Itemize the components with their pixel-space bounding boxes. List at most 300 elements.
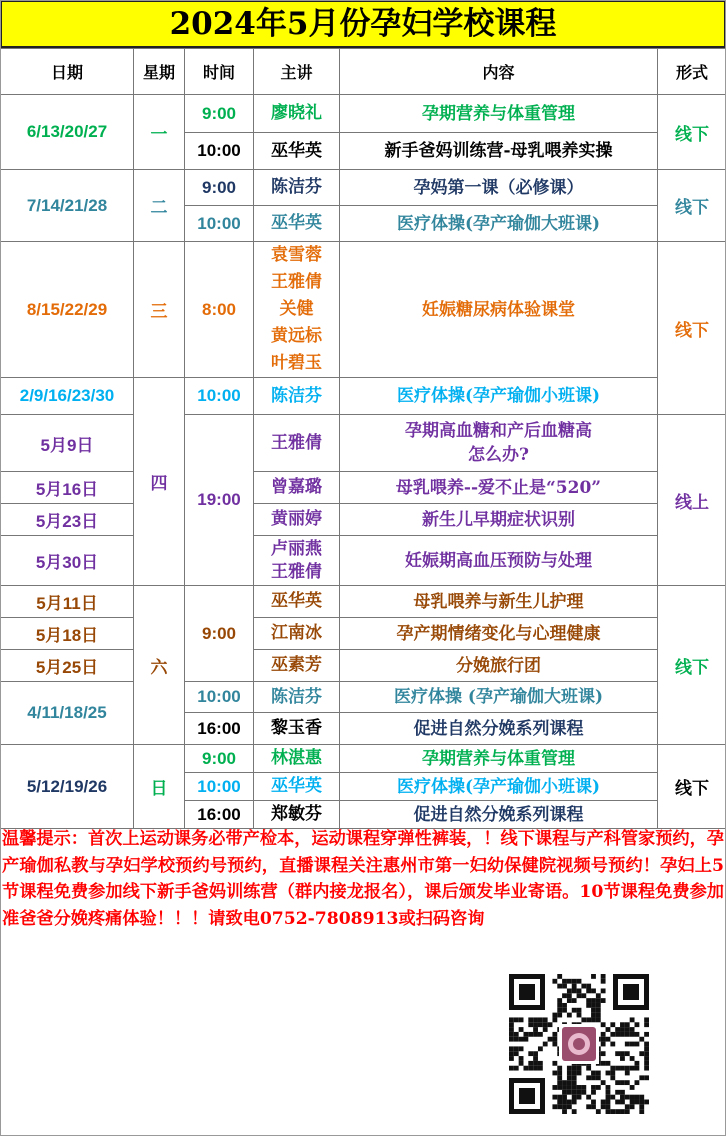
qr-module [620, 1100, 625, 1105]
qr-module [625, 1104, 630, 1109]
qr-module [577, 988, 582, 993]
qr-module [635, 1066, 640, 1071]
qr-module [567, 1013, 572, 1018]
qr-module [644, 1066, 649, 1071]
schedule-table [0, 48, 726, 829]
speaker-cell: 巫华英 [254, 206, 340, 242]
content-line: 孕期高血糖和产后血糖高 [405, 421, 592, 441]
header-speaker: 主讲 [254, 49, 340, 95]
content-cell: 医疗体操(孕产瑜伽小班课) [340, 773, 658, 801]
date-cell: 4/11/18/25 [1, 682, 134, 745]
qr-module [509, 1056, 514, 1061]
qr-module [606, 1071, 611, 1076]
time-cell: 10:00 [185, 378, 254, 415]
table-row [1, 618, 726, 650]
qr-module [509, 1066, 514, 1071]
time-cell: 8:00 [185, 242, 254, 378]
table-header-row [1, 49, 726, 95]
qr-module [610, 1109, 615, 1114]
table-row [1, 682, 726, 713]
qr-module [596, 1075, 601, 1080]
qr-module [596, 1017, 601, 1022]
qr-module [644, 1056, 649, 1061]
qr-module [606, 1061, 611, 1066]
qr-module [533, 1056, 538, 1061]
qr-module [557, 984, 562, 989]
qr-module [630, 1032, 635, 1037]
qr-module [639, 1095, 644, 1100]
qr-module [596, 1003, 601, 1008]
qr-module [552, 1017, 557, 1022]
weekday-cell: 日 [134, 745, 185, 829]
qr-code-icon [505, 970, 653, 1118]
qr-module [562, 1109, 567, 1114]
date-cell: 5月30日 [1, 536, 134, 586]
qr-module [509, 1032, 514, 1037]
qr-module [577, 1090, 582, 1095]
qr-module [581, 984, 586, 989]
qr-module [625, 1080, 630, 1085]
qr-module [639, 1100, 644, 1105]
speaker-name: 袁雪蓉 [271, 245, 322, 265]
qr-module [523, 1032, 528, 1037]
qr-module [591, 1075, 596, 1080]
qr-module [543, 1022, 548, 1027]
qr-module [514, 1032, 519, 1037]
qr-module [615, 1066, 620, 1071]
qr-module [519, 1017, 524, 1022]
qr-module [601, 1022, 606, 1027]
qr-module [610, 1095, 615, 1100]
qr-module [625, 1066, 630, 1071]
qr-module [557, 1066, 562, 1071]
qr-module [639, 1104, 644, 1109]
qr-module [572, 1095, 577, 1100]
table-row [1, 586, 726, 618]
speaker-name: 关健 [279, 299, 314, 319]
qr-module [586, 1003, 591, 1008]
header-content: 内容 [340, 49, 658, 95]
qr-module [572, 979, 577, 984]
date-cell: 6/13/20/27 [1, 95, 134, 170]
speaker-name: 卢丽燕 [271, 538, 322, 559]
qr-module [519, 1037, 524, 1042]
header-date: 日期 [1, 49, 134, 95]
qr-module [577, 979, 582, 984]
qr-module [591, 1071, 596, 1076]
qr-module [552, 1042, 557, 1047]
qr-module [567, 1071, 572, 1076]
qr-module [528, 1032, 533, 1037]
qr-module [635, 1042, 640, 1047]
speaker-cell: 陈洁芬 [254, 170, 340, 206]
qr-module [557, 1075, 562, 1080]
qr-module [625, 1022, 630, 1027]
qr-module [630, 1104, 635, 1109]
qr-module [552, 1037, 557, 1042]
qr-module [519, 1046, 524, 1051]
qr-module [519, 1056, 524, 1061]
format-cell: 线下 [658, 586, 726, 745]
speaker-cell: 曾嘉璐 [254, 472, 340, 504]
qr-module [615, 1109, 620, 1114]
content-cell: 促进自然分娩系列课程 [340, 801, 658, 829]
qr-module [635, 1032, 640, 1037]
qr-module [610, 1042, 615, 1047]
qr-module [572, 1109, 577, 1114]
table-row [1, 170, 726, 206]
speaker-name: 叶碧玉 [271, 353, 322, 373]
speaker-name: 王雅倩 [271, 272, 322, 292]
qr-module [596, 1109, 601, 1114]
qr-module [509, 1022, 514, 1027]
qr-code-image [505, 970, 653, 1118]
notice-text: 温馨提示：首次上运动课务必带产检本，运动课程穿弹性裤装，！线下课程与产科管家预约，孕产瑜伽私教与孕妇学校预约号预约，直播课程关注惠州市第一妇幼保健院视频号预约！孕妇上5节课程免费参加线下新手爸妈训练营（群内接龙报名），课后颁发毕业寄语。10节课程免费参加准爸爸分娩疼痛体验！！！请致电0752-7808913或扫码咨询 [2, 829, 724, 929]
qr-module [572, 1100, 577, 1105]
qr-module [543, 1017, 548, 1022]
content-cell: 妊娠期高血压预防与处理 [340, 536, 658, 586]
qr-module [572, 1085, 577, 1090]
qr-module [606, 1100, 611, 1105]
time-cell: 9:00 [185, 95, 254, 133]
qr-module [572, 984, 577, 989]
qr-module [509, 1046, 514, 1051]
qr-module [577, 1085, 582, 1090]
qr-module [630, 1027, 635, 1032]
qr-module [533, 1061, 538, 1066]
content-line: 怎么办? [468, 445, 529, 465]
qr-module [548, 1037, 553, 1042]
speaker-cell: 黎玉香 [254, 713, 340, 745]
qr-module [601, 1042, 606, 1047]
content-cell: 孕期营养与体重管理 [340, 95, 658, 133]
qr-module [620, 1027, 625, 1032]
qr-module [644, 1046, 649, 1051]
qr-module [562, 1104, 567, 1109]
qr-module [552, 1095, 557, 1100]
format-cell: 线上 [658, 415, 726, 586]
qr-module [635, 1022, 640, 1027]
format-cell: 线下 [658, 95, 726, 170]
content-cell: 促进自然分娩系列课程 [340, 713, 658, 745]
qr-module [601, 1037, 606, 1042]
qr-module [591, 974, 596, 979]
qr-module [567, 1080, 572, 1085]
qr-module [562, 1080, 567, 1085]
date-cell: 5月16日 [1, 472, 134, 504]
qr-module [606, 1027, 611, 1032]
qr-module [639, 1051, 644, 1056]
qr-module [644, 1051, 649, 1056]
weekday-cell: 四 [134, 378, 185, 586]
table-row [1, 242, 726, 378]
speaker-cell: 江南冰 [254, 618, 340, 650]
qr-module [567, 998, 572, 1003]
qr-module [601, 1080, 606, 1085]
qr-module [625, 1032, 630, 1037]
qr-module [562, 993, 567, 998]
qr-module [548, 1022, 553, 1027]
qr-module [630, 1066, 635, 1071]
qr-module [538, 1032, 543, 1037]
format-cell: 线下 [658, 745, 726, 829]
qr-module [533, 1032, 538, 1037]
qr-module [601, 1051, 606, 1056]
date-cell: 2/9/16/23/30 [1, 378, 134, 415]
qr-module [572, 998, 577, 1003]
qr-module [514, 1037, 519, 1042]
qr-module [552, 1013, 557, 1018]
qr-module [615, 1027, 620, 1032]
qr-module [557, 1003, 562, 1008]
qr-module [577, 1013, 582, 1018]
speaker-name: 黄远标 [271, 326, 322, 346]
qr-module [601, 1100, 606, 1105]
time-cell: 10:00 [185, 133, 254, 170]
qr-module [538, 1046, 543, 1051]
date-cell: 5/12/19/26 [1, 745, 134, 829]
qr-module [557, 1100, 562, 1105]
time-cell: 9:00 [185, 170, 254, 206]
qr-module [567, 1066, 572, 1071]
content-cell: 孕产期情绪变化与心理健康 [340, 618, 658, 650]
content-cell: 妊娠糖尿病体验课堂 [340, 242, 658, 378]
qr-module [533, 1022, 538, 1027]
qr-module [625, 1095, 630, 1100]
content-cell: 医疗体操 (孕产瑜伽大班课) [340, 682, 658, 713]
qr-module [552, 1085, 557, 1090]
weekday-cell: 二 [134, 170, 185, 242]
qr-module [601, 1061, 606, 1066]
time-cell: 16:00 [185, 801, 254, 829]
qr-module [562, 984, 567, 989]
qr-module [620, 1109, 625, 1114]
qr-module [538, 1061, 543, 1066]
qr-module [625, 1109, 630, 1114]
qr-module [562, 1095, 567, 1100]
qr-module [615, 1100, 620, 1105]
qr-module [577, 1095, 582, 1100]
qr-module [514, 1051, 519, 1056]
qr-module [635, 1061, 640, 1066]
qr-module [591, 1100, 596, 1105]
qr-module [509, 1017, 514, 1022]
speaker-name: 王雅倩 [271, 561, 322, 582]
qr-module [591, 1104, 596, 1109]
table-row [1, 745, 726, 773]
speaker-cell: 郑敏芬 [254, 801, 340, 829]
qr-module [601, 979, 606, 984]
qr-module [567, 1075, 572, 1080]
qr-module [635, 1095, 640, 1100]
qr-module [606, 1090, 611, 1095]
qr-module [625, 1042, 630, 1047]
qr-module [644, 1042, 649, 1047]
qr-module [644, 1032, 649, 1037]
qr-module [639, 1037, 644, 1042]
qr-module [562, 979, 567, 984]
content-cell: 新手爸妈训练营-母乳喂养实操 [340, 133, 658, 170]
qr-module [620, 1095, 625, 1100]
qr-module [557, 1080, 562, 1085]
qr-module [557, 998, 562, 1003]
qr-module [610, 1066, 615, 1071]
qr-module [639, 1109, 644, 1114]
qr-module [557, 1104, 562, 1109]
content-cell [340, 415, 658, 472]
qr-module [572, 1075, 577, 1080]
qr-module [596, 1013, 601, 1018]
qr-module [630, 1056, 635, 1061]
speaker-cell: 陈洁芬 [254, 378, 340, 415]
qr-module [606, 1104, 611, 1109]
qr-module [591, 1003, 596, 1008]
qr-module [552, 1061, 557, 1066]
qr-module [581, 1085, 586, 1090]
qr-module [586, 1066, 591, 1071]
date-cell: 7/14/21/28 [1, 170, 134, 242]
qr-module [523, 1037, 528, 1042]
qr-module [552, 1071, 557, 1076]
qr-module [533, 1066, 538, 1071]
qr-module [601, 1104, 606, 1109]
qr-module [615, 1090, 620, 1095]
qr-module [538, 1022, 543, 1027]
date-cell: 5月23日 [1, 504, 134, 536]
qr-module [630, 1095, 635, 1100]
qr-module [635, 1080, 640, 1085]
qr-module [591, 998, 596, 1003]
qr-module [586, 984, 591, 989]
qr-module [596, 1008, 601, 1013]
table-row [1, 472, 726, 504]
speaker-cell: 巫素芳 [254, 650, 340, 682]
qr-module [581, 993, 586, 998]
table-row [1, 378, 726, 415]
time-cell: 19:00 [185, 415, 254, 586]
header-weekday: 星期 [134, 49, 185, 95]
qr-module [557, 1013, 562, 1018]
qr-module [591, 1013, 596, 1018]
qr-module [543, 1027, 548, 1032]
content-cell: 新生儿早期症状识别 [340, 504, 658, 536]
speaker-cell: 王雅倩 [254, 415, 340, 472]
qr-module [586, 998, 591, 1003]
content-cell: 母乳喂养与新生儿护理 [340, 586, 658, 618]
qr-module [625, 1027, 630, 1032]
speaker-cell [254, 536, 340, 586]
qr-module [543, 1042, 548, 1047]
qr-module [596, 1071, 601, 1076]
qr-module [610, 1032, 615, 1037]
qr-module [591, 1008, 596, 1013]
date-cell: 5月25日 [1, 650, 134, 682]
qr-module [586, 1095, 591, 1100]
speaker-cell: 巫华英 [254, 773, 340, 801]
table-row [1, 95, 726, 133]
qr-module [533, 1017, 538, 1022]
weekday-cell: 六 [134, 586, 185, 745]
table-row [1, 504, 726, 536]
weekday-cell: 一 [134, 95, 185, 170]
qr-module [606, 1109, 611, 1114]
qr-module [610, 1071, 615, 1076]
qr-module [620, 1051, 625, 1056]
qr-module [528, 1017, 533, 1022]
date-cell: 5月11日 [1, 586, 134, 618]
qr-module [572, 1071, 577, 1076]
speaker-cell: 巫华英 [254, 133, 340, 170]
qr-module [644, 1061, 649, 1066]
qr-module [577, 993, 582, 998]
qr-module [567, 1104, 572, 1109]
qr-module [572, 988, 577, 993]
content-cell: 母乳喂养--爱不止是“520” [340, 472, 658, 504]
qr-module [567, 1100, 572, 1105]
qr-module [562, 1090, 567, 1095]
qr-module [610, 1022, 615, 1027]
qr-module [591, 1017, 596, 1022]
qr-module [509, 1051, 514, 1056]
qr-module [596, 1085, 601, 1090]
qr-module [615, 1080, 620, 1085]
qr-module [615, 1051, 620, 1056]
qr-module [644, 1022, 649, 1027]
qr-module [567, 979, 572, 984]
qr-module [514, 1017, 519, 1022]
qr-module [528, 1022, 533, 1027]
time-cell: 9:00 [185, 745, 254, 773]
qr-module [533, 1027, 538, 1032]
qr-module [514, 1046, 519, 1051]
qr-module [572, 1080, 577, 1085]
qr-module [620, 1066, 625, 1071]
table-row [1, 650, 726, 682]
qr-module [625, 1051, 630, 1056]
qr-module [533, 1051, 538, 1056]
qr-module [581, 1090, 586, 1095]
qr-module [586, 1017, 591, 1022]
qr-module [528, 1066, 533, 1071]
qr-module [620, 1032, 625, 1037]
qr-module [639, 1075, 644, 1080]
qr-module [591, 1085, 596, 1090]
qr-module [620, 1056, 625, 1061]
qr-module [610, 1075, 615, 1080]
time-cell: 16:00 [185, 713, 254, 745]
qr-module [528, 1061, 533, 1066]
weekday-cell: 三 [134, 242, 185, 378]
date-cell: 8/15/22/29 [1, 242, 134, 378]
qr-module [538, 1017, 543, 1022]
page-title: 2024年5月份孕妇学校课程 [0, 0, 726, 48]
header-time: 时间 [185, 49, 254, 95]
date-cell: 5月9日 [1, 415, 134, 472]
content-cell: 分娩旅行团 [340, 650, 658, 682]
qr-module [601, 974, 606, 979]
qr-module [601, 988, 606, 993]
qr-module [596, 998, 601, 1003]
qr-module [620, 1090, 625, 1095]
qr-module [635, 1100, 640, 1105]
format-cell: 线下 [658, 170, 726, 242]
qr-module [577, 1071, 582, 1076]
table-row [1, 415, 726, 472]
qr-module [562, 1085, 567, 1090]
qr-module [572, 1066, 577, 1071]
qr-module [601, 998, 606, 1003]
qr-module [557, 974, 562, 979]
